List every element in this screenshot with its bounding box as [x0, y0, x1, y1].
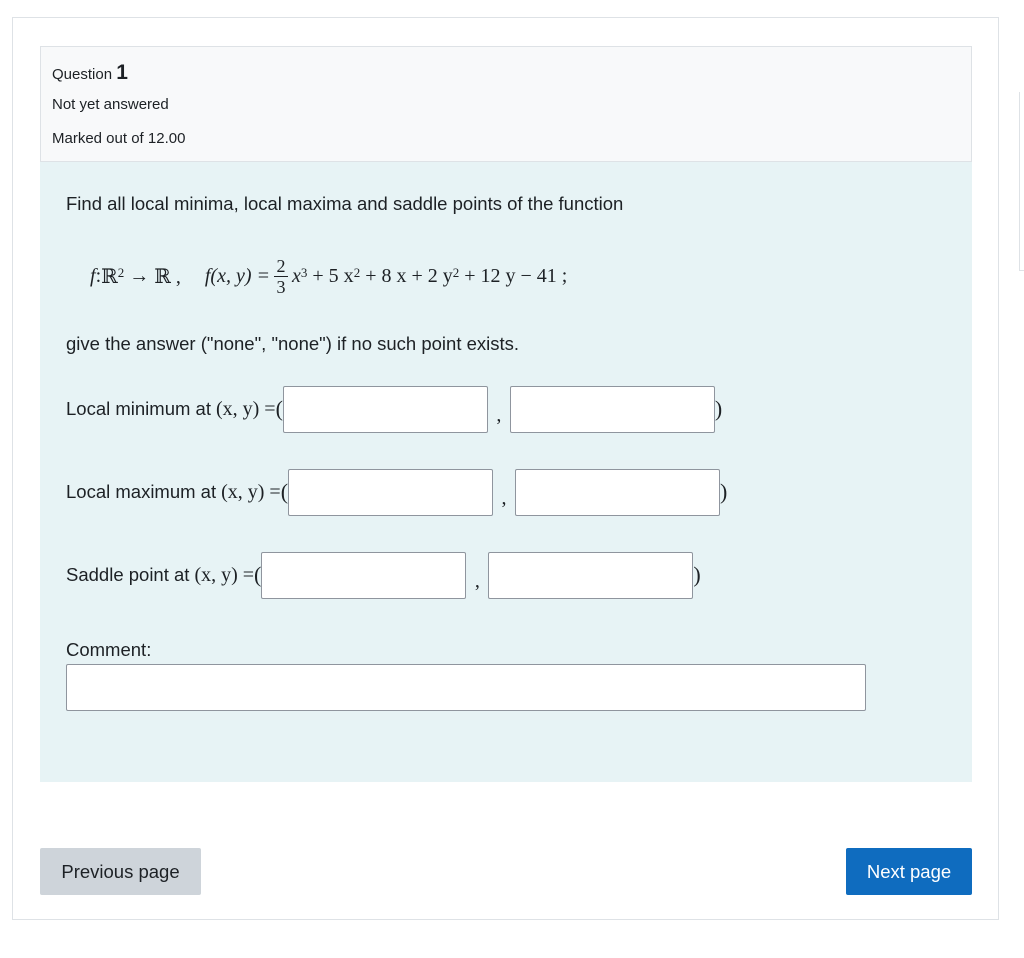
- function-formula: [90, 246, 567, 306]
- next-page-button[interactable]: Next page: [846, 848, 972, 895]
- question-info: [40, 46, 972, 162]
- formula-exp-2a: 2: [353, 265, 361, 280]
- saddle-point-label: Saddle point at: [66, 564, 190, 585]
- formula-exp-2b: 2: [452, 265, 460, 280]
- local-minimum-y-input[interactable]: [510, 386, 715, 433]
- local-maximum-y-input[interactable]: [515, 469, 720, 516]
- comment-label: Comment:: [66, 639, 152, 660]
- open-paren: (: [254, 562, 262, 587]
- formula-map-lhs: f: [90, 264, 96, 287]
- formula-term-x: x: [292, 264, 301, 287]
- local-minimum-label: Local minimum at: [66, 398, 211, 419]
- formula-term-8x-2y: + 8 x + 2 y: [365, 264, 453, 287]
- formula-arrow: →: [129, 264, 150, 287]
- comma: ,: [501, 486, 507, 509]
- question-state: Not yet answered: [52, 96, 169, 113]
- fraction-denominator: 3: [276, 276, 286, 297]
- comma: ,: [496, 403, 502, 426]
- local-minimum-math: (x, y) =: [215, 397, 276, 420]
- local-maximum-math: (x, y) =: [221, 480, 281, 503]
- question-number: [52, 61, 128, 85]
- formula-colon: :: [95, 264, 102, 287]
- saddle-point-math: (x, y) =: [194, 563, 255, 586]
- side-panel-edge: [1019, 92, 1024, 271]
- comma: ,: [474, 569, 480, 592]
- local-minimum-x-input[interactable]: [283, 386, 488, 433]
- answer-hint: give the answer ("none", "none") if no such point exists.: [66, 333, 520, 354]
- formula-fraction: [274, 256, 288, 297]
- formula-func-lhs: f(x, y) =: [204, 264, 271, 287]
- previous-page-button[interactable]: Previous page: [40, 848, 201, 895]
- local-maximum-row: [66, 468, 727, 516]
- question-label: Question: [52, 66, 113, 83]
- formula-tail: + 12 y − 41 ;: [464, 264, 568, 287]
- question-content: [40, 162, 972, 782]
- local-maximum-x-input[interactable]: [288, 469, 493, 516]
- formula-domain: ℝ: [101, 265, 118, 288]
- local-minimum-row: [66, 385, 722, 433]
- formula-codomain: ℝ ,: [154, 265, 181, 288]
- saddle-point-row: [66, 551, 701, 599]
- open-paren: (: [275, 396, 283, 421]
- comment-input[interactable]: [66, 664, 866, 711]
- formula-exp-3: 3: [300, 265, 308, 280]
- close-paren: ): [720, 479, 728, 504]
- formula-term-5x: + 5 x: [312, 264, 354, 287]
- saddle-point-y-input[interactable]: [488, 552, 693, 599]
- open-paren: (: [280, 479, 289, 504]
- close-paren: ): [693, 562, 701, 587]
- question-number-value: 1: [116, 61, 128, 84]
- local-maximum-label: Local maximum at: [66, 481, 217, 502]
- formula-domain-exp: 2: [117, 265, 125, 280]
- saddle-point-x-input[interactable]: [261, 552, 466, 599]
- fraction-numerator: 2: [276, 255, 286, 276]
- close-paren: ): [714, 396, 723, 421]
- question-prompt: Find all local minima, local maxima and saddle points of the function: [66, 193, 624, 214]
- question-grade: Marked out of 12.00: [52, 130, 186, 147]
